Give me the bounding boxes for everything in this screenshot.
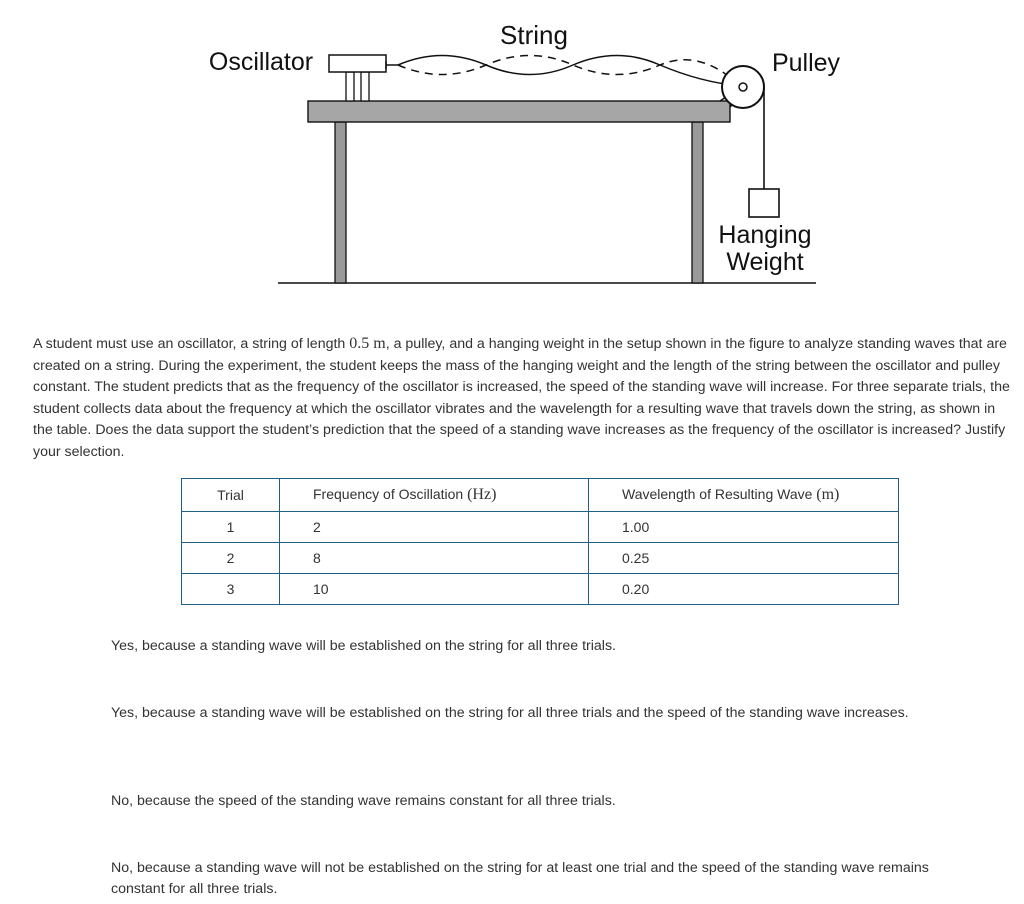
- header-trial: Trial: [182, 479, 280, 512]
- cell-trial: 3: [182, 574, 280, 605]
- question-text-before: A student must use an oscillator, a string of length: [33, 336, 350, 352]
- answer-choice-d[interactable]: No, because a standing wave will not be established on the string for at least one trial and the speed of the standing wave remains constant for all three trials.: [111, 860, 929, 897]
- label-hanging: Hanging: [718, 221, 812, 249]
- header-wavelength-unit: (m): [816, 486, 840, 503]
- table-row: [182, 543, 899, 574]
- cell-wavelength: 1.00: [589, 512, 899, 543]
- cell-wavelength: 0.20: [589, 574, 899, 605]
- answer-choice-b[interactable]: Yes, because a standing wave will be established on the string for all three trials and the speed of the standing wave increases.: [111, 705, 909, 721]
- hanging-weight: [749, 189, 779, 217]
- cell-trial: 1: [182, 512, 280, 543]
- string-length-math: 0.5 m: [349, 335, 386, 352]
- table-row: [182, 574, 899, 605]
- table-leg-left: [335, 122, 346, 283]
- header-wavelength: [589, 479, 899, 512]
- cell-frequency: 2: [280, 512, 589, 543]
- label-oscillator: Oscillator: [208, 48, 314, 76]
- oscillator: [329, 55, 398, 101]
- standing-wave-string: [398, 56, 740, 87]
- answer-choice-c[interactable]: No, because the speed of the standing wave remains constant for all three trials.: [111, 793, 616, 809]
- answer-choice-a[interactable]: Yes, because a standing wave will be established on the string for all three trials.: [111, 638, 616, 654]
- header-wavelength-label: Wavelength of Resulting Wave: [622, 486, 817, 502]
- table-top: [308, 101, 730, 122]
- header-frequency-label: Frequency of Oscillation: [313, 486, 468, 502]
- header-frequency: [280, 479, 589, 512]
- table-header-row: [182, 479, 899, 512]
- table-row: [182, 512, 899, 543]
- experiment-figure: [0, 0, 1024, 300]
- question-text: [33, 333, 1013, 464]
- label-weight: Weight: [726, 248, 804, 276]
- question-text-after: , a pulley, and a hanging weight in the setup shown in the figure to analyze standing waves that are created on a string. During the experiment, the student keeps the mass of the hanging weight and the length of the string between the oscillator and pulley constant. The student predicts that as the frequency of the oscillator is increased, the speed of the standing wave will increase. For three separate trials, the student collects data about the frequency at which the oscillator vibrates and the wavelength for a resulting wave that travels down the string, as shown in the table. Does the data support the student’s prediction that the speed of a standing wave increases as the frequency of the oscillator is increased? Justify your selection.: [33, 336, 1010, 460]
- data-table: [181, 478, 899, 605]
- cell-wavelength: 0.25: [589, 543, 899, 574]
- table-leg-right: [692, 122, 703, 283]
- cell-frequency: 8: [280, 543, 589, 574]
- cell-frequency: 10: [280, 574, 589, 605]
- cell-trial: 2: [182, 543, 280, 574]
- header-frequency-unit: (Hz): [467, 486, 497, 503]
- label-pulley: Pulley: [771, 49, 841, 77]
- label-string: String: [500, 20, 568, 50]
